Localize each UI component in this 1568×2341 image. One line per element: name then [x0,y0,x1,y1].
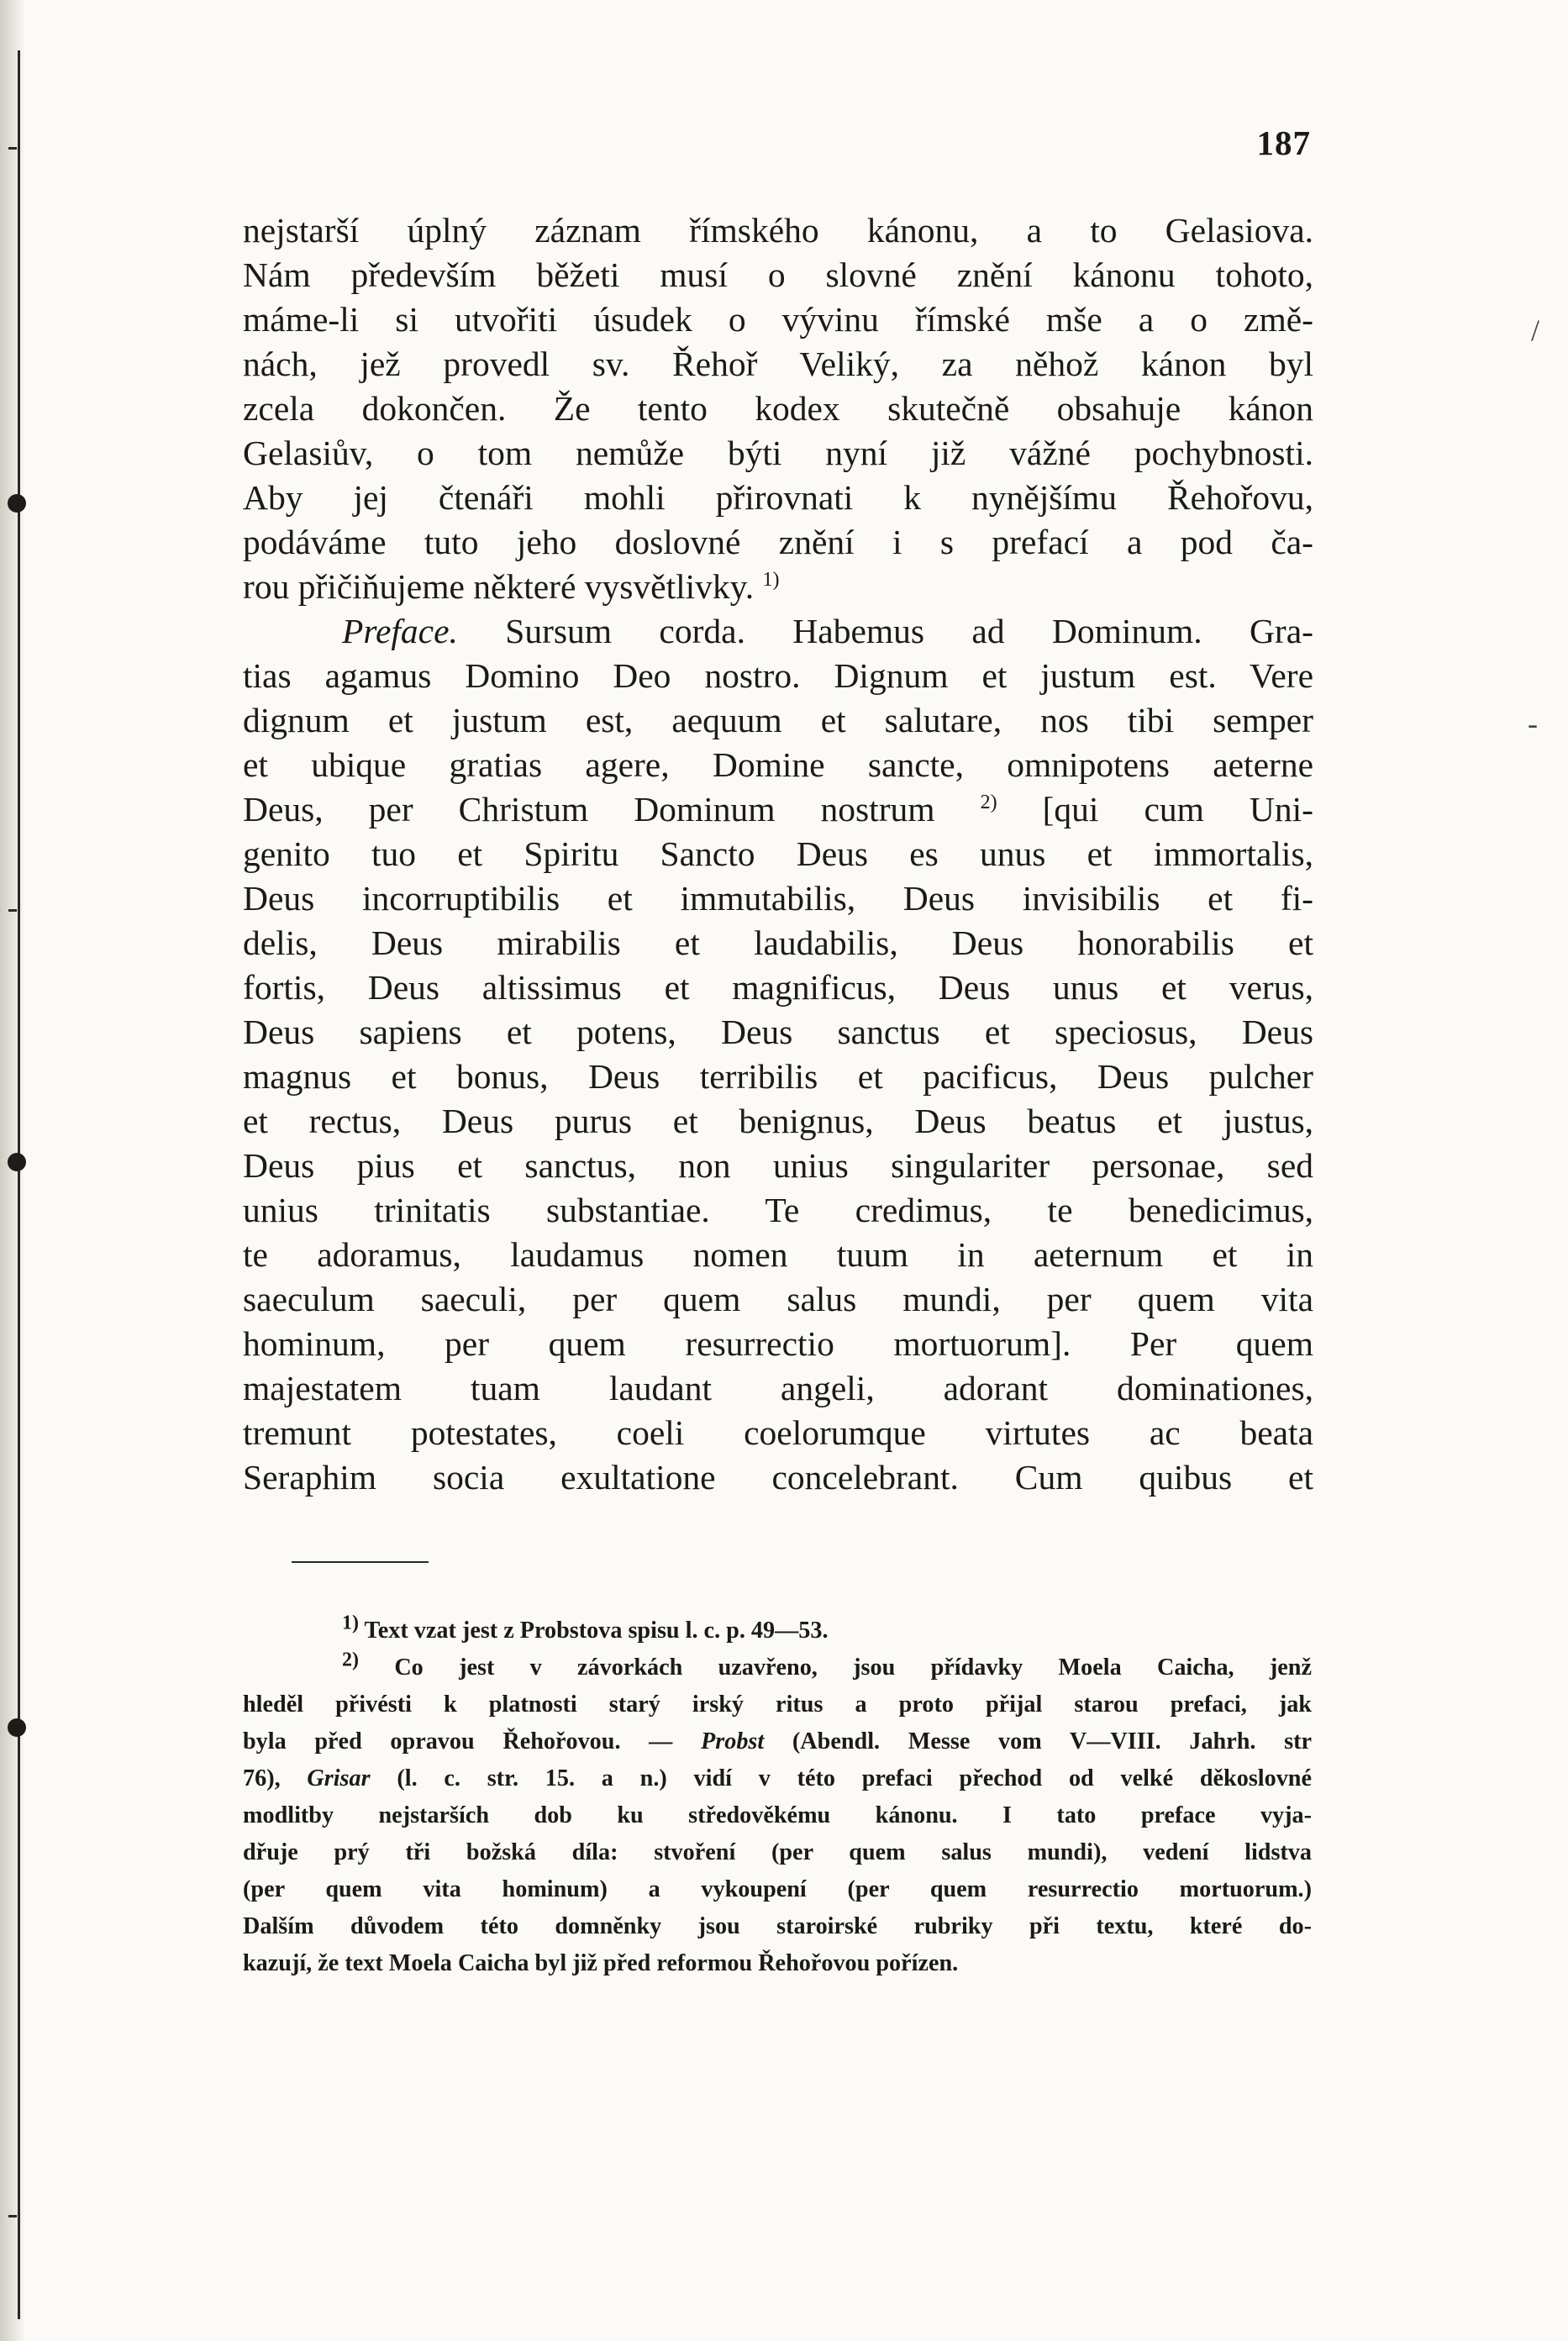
page-number: 187 [1256,124,1311,162]
footnote-marker: 1) [342,1612,359,1634]
preface-line: et rectus, Deus purus et benignus, Deus beatus et justus, [243,1102,1313,1140]
preface-line: dignum et justum est, aequum et salutare, nos tibi semper [243,701,1313,739]
footnote-2-line: modlitby nejstarších dob ku středověkému kánonu. I tato preface vyja- [243,1802,1312,1828]
footnotes [243,1612,1312,1982]
margin-mark-slash: / [1531,313,1540,347]
preface-line [243,787,1313,832]
footnote-2-line: kazují, že text Moela Caicha byl již před reformou Řehořovou pořízen. [243,1950,959,1976]
preface-line: Deus pius et sanctus, non unius singulariter personae, sed [243,1146,1313,1185]
footnote-ref: 2) [980,792,997,814]
preface-label: Preface. [342,612,458,650]
edge-tick [8,909,17,912]
preface-line: unius trinitatis substantiae. Te credimus, te benedicimus, [243,1191,1313,1229]
body-line: zcela dokončen. Že tento kodex skutečně obsahuje kánon [243,389,1313,428]
binding-line [18,50,20,2319]
preface-text: [qui cum Uni- [1042,790,1313,829]
footnote-text: byla před opravou Řehořovou. — [243,1728,673,1754]
footnote-marker: 2) [342,1649,359,1671]
margin-mark-dash: - [1528,707,1538,740]
preface-text: Sursum corda. Habemus ad Dominum. Gra- [505,612,1313,650]
binding-mark [8,1153,26,1171]
main-text [243,208,1313,1500]
preface-line: hominum, per quem resurrectio mortuorum]. Per quem [243,1324,1313,1363]
preface-line: fortis, Deus altissimus et magnificus, Deus unus et verus, [243,968,1313,1007]
binding-mark [8,1718,26,1737]
body-line: Aby jej čtenáři mohli přirovnati k nynějšímu Řehořovu, [243,478,1313,517]
author-name: Grisar [307,1765,371,1791]
footnote-1 [243,1612,1312,1649]
body-line: máme-li si utvořiti úsudek o vývinu římské mše a o změ- [243,300,1313,339]
footnote-2-line: hleděl přivésti k platnosti starý irský ritus a proto přijal starou prefaci, jak [243,1691,1312,1718]
edge-tick [8,147,17,150]
body-line [243,565,1313,609]
binding-mark [8,494,26,513]
preface-line: saeculum saeculi, per quem salus mundi, per quem vita [243,1280,1313,1318]
preface-line [243,609,1313,654]
footnote-text: Text vzat jest z Probstova spisu l. c. p. 49—53. [364,1618,829,1644]
preface-line: delis, Deus mirabilis et laudabilis, Deus honorabilis et [243,923,1313,962]
footnote-text: (l. c. str. 15. a n.) vidí v této prefaci přechod od velké děkoslovné [397,1765,1312,1791]
preface-line: magnus et bonus, Deus terribilis et pacificus, Deus pulcher [243,1057,1313,1096]
preface-line: majestatem tuam laudant angeli, adorant dominationes, [243,1369,1313,1407]
body-line: Gelasiův, o tom nemůže býti nyní již vážné pochybnosti. [243,434,1313,472]
footnote-2-line [243,1723,1312,1760]
footnote-ref: 1) [762,569,780,592]
body-line: nách, jež provedl sv. Řehoř Veliký, za něhož kánon byl [243,345,1313,383]
footnote-rule [292,1561,429,1563]
preface-line: genito tuo et Spiritu Sancto Deus es unus et immortalis, [243,834,1313,873]
footnote-2-line [243,1760,1312,1797]
preface-line: Seraphim socia exultatione concelebrant. Cum quibus et [243,1458,1313,1497]
footnote-2-line [243,1649,1312,1686]
preface-line: tias agamus Domino Deo nostro. Dignum et justum est. Vere [243,656,1313,695]
preface-line: et ubique gratias agere, Domine sancte, omnipotens aeterne [243,745,1313,784]
footnote-text: (Abendl. Messe vom V—VIII. Jahrh. str [792,1728,1313,1754]
preface-line: Deus sapiens et potens, Deus sanctus et speciosus, Deus [243,1013,1313,1051]
footnote-2-line: dřuje prý tři božská díla: stvoření (per quem salus mundi), vedení lidstva [243,1839,1312,1865]
footnote-2-line: (per quem vita hominum) a vykoupení (per quem resurrectio mortuorum.) [243,1876,1312,1902]
preface-line: tremunt potestates, coeli coelorumque virtutes ac beata [243,1413,1313,1452]
body-line: podáváme tuto jeho doslovné znění i s prefací a pod ča- [243,523,1313,561]
body-line: Nám především běžeti musí o slovné znění kánonu tohoto, [243,255,1313,294]
author-name: Probst [701,1728,765,1754]
footnote-text: Co jest v závorkách uzavřeno, jsou přídavky Moela Caicha, jenž [394,1654,1312,1681]
preface-line: Deus incorruptibilis et immutabilis, Deus invisibilis et fi- [243,879,1313,918]
body-line-text: rou přičiňujeme některé vysvětlivky. [243,567,755,606]
footnote-2-line: Dalším důvodem této domněnky jsou staroirské rubriky při textu, které do- [243,1913,1312,1939]
edge-tick [8,2215,17,2217]
preface-text: Deus, per Christum Dominum nostrum [243,790,935,829]
preface-line: te adoramus, laudamus nomen tuum in aeternum et in [243,1235,1313,1274]
footnote-text: 76), [243,1765,281,1791]
body-line: nejstarší úplný záznam římského kánonu, a to Gelasiova. [243,211,1313,250]
